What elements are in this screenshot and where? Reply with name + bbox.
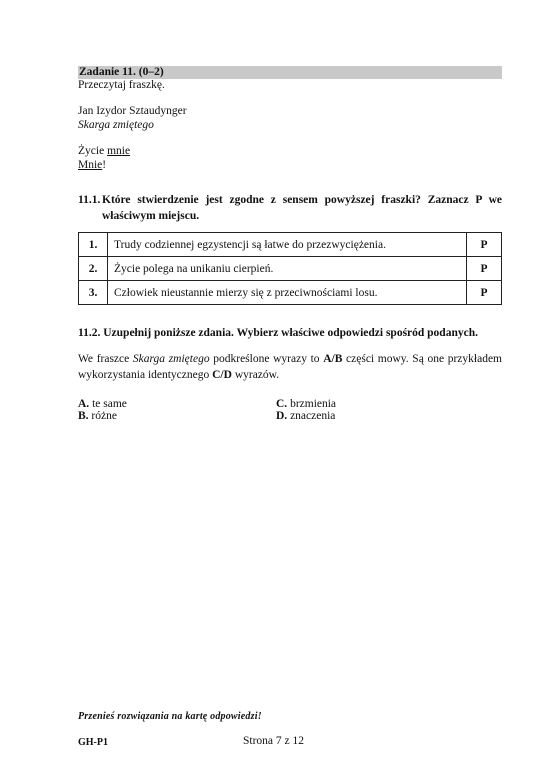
table-row (79, 281, 502, 305)
option-label: D. (276, 410, 288, 422)
row-number: 3. (79, 281, 108, 305)
statement-text: Człowiek nieustannie mierzy się z przeciwnościami losu. (108, 281, 467, 305)
page-number: Strona 7 z 12 (243, 735, 305, 747)
sentence-part: podkreślone wyrazy to (209, 353, 324, 365)
exam-code: GH-P1 (78, 737, 108, 748)
answer-mark[interactable]: P (467, 233, 502, 257)
choice-cd[interactable]: C/D (212, 369, 232, 381)
option-d[interactable] (276, 409, 335, 423)
poem-title: Skarga zmiętego (78, 119, 154, 131)
statement-text: Życie polega na unikaniu cierpień. (108, 257, 467, 281)
sentence-part: We fraszce (78, 353, 133, 365)
task-title: Zadanie 11. (0–2) (79, 66, 164, 78)
footer-note: Przenieś rozwiązania na kartę odpowiedzi! (78, 711, 262, 722)
question-number: 11.1. (78, 194, 101, 206)
sentence-part: części mowy. Są one przykładem wykorzystania identycznego (78, 353, 502, 381)
statements-table (78, 232, 502, 305)
table-row (79, 257, 502, 281)
answer-mark[interactable]: P (467, 257, 502, 281)
option-text: te same (89, 398, 127, 410)
option-label: C. (276, 398, 288, 410)
question-11-1 (78, 192, 502, 224)
answer-mark[interactable]: P (467, 281, 502, 305)
poem-title-ref: Skarga zmiętego (132, 353, 210, 365)
statement-text: Trudy codziennej egzystencji są łatwe do przezwyciężenia. (108, 233, 467, 257)
poem-line-2 (78, 159, 106, 171)
option-text: znaczenia (287, 410, 336, 422)
poem-author: Jan Izydor Sztaudynger (78, 105, 187, 117)
question-text: Które stwierdzenie jest zgodne z sensem powyższej fraszki? Zaznacz P we właściwym miejscu. (102, 194, 502, 222)
option-text: brzmienia (287, 398, 337, 410)
option-b[interactable] (78, 409, 117, 423)
row-number: 1. (79, 233, 108, 257)
option-label: B. (78, 410, 89, 422)
task-instruction: Przeczytaj fraszkę. (78, 79, 165, 91)
poem-text: ! (102, 159, 107, 171)
option-label: A. (78, 398, 90, 410)
task-header (78, 66, 502, 79)
sentence-part: wyrazów. (231, 369, 280, 381)
row-number: 2. (79, 257, 108, 281)
underlined-word: Mnie (78, 159, 103, 171)
fill-in-paragraph (78, 351, 502, 383)
poem-line-1 (78, 145, 130, 157)
underlined-word: mnie (107, 145, 131, 157)
table-row (79, 233, 502, 257)
option-text: różne (88, 410, 117, 422)
question-11-2: 11.2. Uzupełnij poniższe zdania. Wybierz właściwe odpowiedzi spośród podanych. (78, 327, 478, 339)
poem-text: Życie (78, 145, 108, 157)
choice-ab[interactable]: A/B (323, 353, 343, 365)
